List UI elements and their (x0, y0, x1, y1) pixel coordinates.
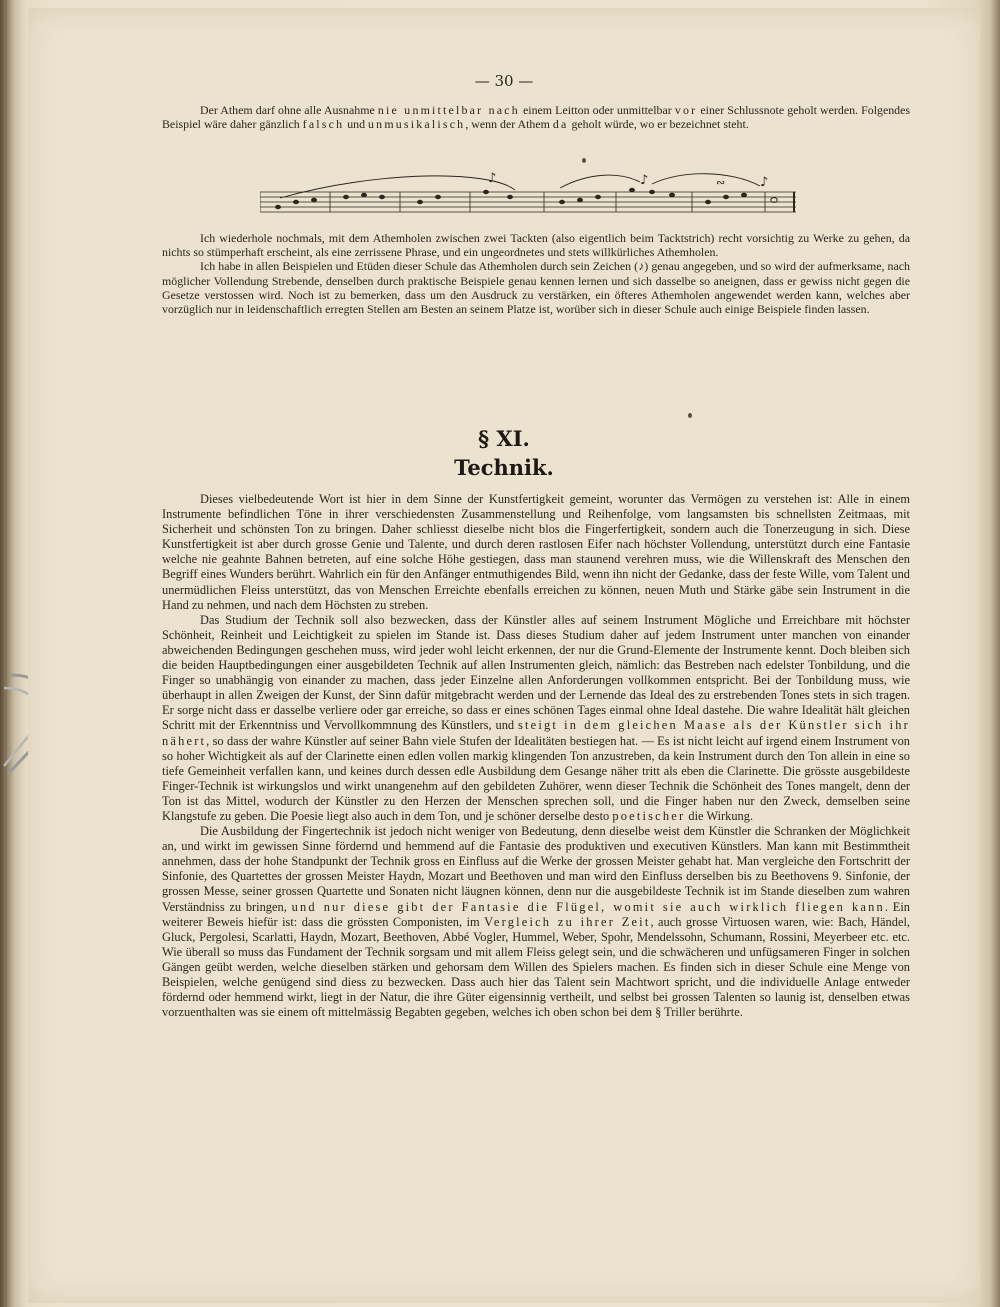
spaced-emphasis-text: steigt in dem gleichen Maase als der Künstler sich ihr nähert (162, 718, 910, 748)
technik-text (162, 492, 910, 1020)
spaced-emphasis-text: falsch (302, 117, 345, 132)
breath-mark-icon: ♪ (488, 171, 497, 186)
spaced-emphasis-text: und nur diese gibt der Fantasie die Flügel, womit sie auch wirklich fliegen kann (291, 899, 885, 914)
text-run: Das Studium der Technik soll also bezwecken, dass der Künstler alles auf seinem Instrument Mögliche und Erreichbare mit höchster Schönheit, Reinheit und Leichtigkeit zu spielen im Stande ist. Dass dieses Studium daher auf jedem Instrument unter manchen von einander abweichenden Bedingungen geschehen muss, wird jeder wohl leicht erkennen, der nur die Grund-Elemente der Instrumente kennt. Doch bleiben sich die beiden Hauptbedingungen einer ausgebildeten Technik auf allen Instrumenten gleich, nämlich: das Bestreben nach edelster Tonbildung, und die Finger so unabhängig von einander zu machen, dass jeder Einzelne allen Anforderungen vollkommen entspricht. Bei der Tonbildung muss, wie überhaupt in allen Zweigen der Kunst, der Sinn dafür mitgebracht werden und der Lernende das Ideal des zu erstrebenden Tones stets in sich tragen. Er sorge nicht dass er dasselbe verliere oder gar erreiche, so dass er eines schönen Tages einmal ohne Ideal dastehe. Die wahre Idealität hält gleichen Schritt mit der Erkenntniss und Vervollkommnung des Künstlers, und (162, 612, 910, 733)
spaced-emphasis-text: nie unmittelbar nach (377, 103, 520, 117)
text-run: die Wirkung. (685, 808, 754, 823)
paragraph: Ich habe in allen Beispielen und Etüden dieser Schule das Athemholen durch sein Zeichen (♪) genau angegeben, und so wird der aufmerksame, nach möglicher Vollendung Strebende, denselben durch praktische Beispiele genau kennen lernen und sich dasselbe so aneignen, dass er gewiss nicht gegen die Gesetze verstossen wird. Noch ist zu bemerken, dass um den Ausdruck zu verstärken, ein öfteres Athemholen angewendet werden kann, welches aber vorzüglich nur in leidenschaftlich erregten Stellen am Besten an seinem Platze ist, worüber sich in dieser Schule auch einige Beispiele finden lassen. (162, 259, 910, 317)
text-run: einer Schlussnote geholt werden. Folgendes Beispiel wäre daher gänzlich (162, 103, 911, 132)
section-number: § XI. (478, 426, 530, 451)
breath-mark-icon: ♪ (760, 175, 769, 190)
book-spine (6, 0, 7, 1307)
paragraph (162, 824, 910, 1020)
breath-text (162, 231, 910, 316)
music-example-staff (260, 170, 800, 224)
text-run: und (344, 117, 369, 132)
text-run: Die Ausbildung der Fingertechnik ist jedoch nicht weniger von Bedeutung, denn dieselbe weist dem Künstler die Schranken der Möglichkeit an, und wirkt im gewissen Sinne fördernd und hemmend auf die Fantasie des produktiven und executiven Künstlers. Man kann mit Bestimmtheit annehmen, dass der hohe Standpunkt der Technik gross en Einfluss auf die Werke der grossen Meister gehabt hat. Man vergleiche den Fortschritt der Sinfonie, des Quartettes der grossen Meister Haydn, Mozart und Beethoven und man wird den Einfluss derselben bis zu Beethovens 9. Sinfonie, der grossen Messe, seiner grossen Quartette und Sonaten nicht läugnen können, denn nur die ausgebildeste Technik ist im Stande dieselben zum wahren Verständniss zu bringen, (162, 824, 910, 914)
paragraph (162, 492, 910, 613)
paragraph: Ich wiederhole nochmals, mit dem Athemholen zwischen zwei Tackten (also eigentlich beim Tacktstrich) recht vorsichtig zu Werke zu gehen, da nichts so stümperhaft erscheint, als eine zerrissene Phrase, und ein ungeordnetes und stets willkürliches Athemholen. (162, 231, 910, 260)
ink-speck (582, 158, 586, 163)
paragraph (162, 103, 910, 131)
turn-ornament-icon: ∾ (716, 176, 726, 189)
spaced-emphasis-text: unmusikalisch (368, 117, 466, 132)
section-title: Technik. (454, 455, 554, 480)
text-run: Dieses vielbedeutende Wort ist hier in dem Sinne der Kunstfertigkeit gemeint, worunter das Vermögen zu verstehen ist: Alle in einem Instrumente befindlichen Töne in ihrer verschiedensten Zusammenstellung und Reihenfolge, vom langsamsten bis schnellsten Zeitmaas, mit Sicherheit und schönsten Ton zu bringen. Daher schliesst dieselbe nicht blos die Fingerfertigkeit, sondern auch die Tonerzeugung in sich. Diese Kunstfertigkeit ist aber durch grosse Genie und Talente, und durch deren rastlosen Eifer nach höchster Vollendung, unterstützt durch eine Fantasie welche nie geahnte Bahnen betreten, auf eine solche Höhe gestiegen, dass man staunend verehren muss, wie die Willenskraft des Menschen den Begriff eines Wunders berührt. Wahrlich ein für den Anfänger entmuthigendes Bild, wenn ihn nicht der Gedanke, dass der feste Wille, vom Talent und unermüdlichen Fleiss unterstützt, das von Menschen Erreichte ebenfalls erreichen zu können, neuen Muth und Stärke gäbe sein Instrument in die Hand zu nehmen, und nach dem Höchsten zu streben. (162, 492, 910, 612)
spaced-emphasis-text: Vergleich zu ihrer Zeit (484, 914, 651, 929)
paragraph (162, 613, 910, 824)
page-number: — 30 — (474, 72, 534, 90)
text-run: Der Athem darf ohne alle Ausnahme (200, 103, 378, 117)
text-run: , auch grosse Virtuosen waren, wie: Bach, Händel, Gluck, Pergolesi, Scarlatti, Haydn, Mozart, Beethoven, Abbé Vogler, Hummel, Weber, Spohr, Mendelssohn, Schumann, Rossini, Meyerbeer etc. etc. Wie überall so muss das Fundament der Technik sorgsam und mit allem Fleiss gelegt sein, und die schwächeren und unfügsameren Finger in solchen Gängen geübt werden, welche dieselben stärken und gehorsam dem Willen des Spielers machen. Es finden sich in dieser Schule eine Menge von Beispielen, welche genügend sind diess zu bezwecken. Dass auch hier das Talent sein Machtwort spricht, und die individuelle Anlage entweder fördernd oder hemmend wirkt, liegt in der Natur, die ihre Güter eigensinnig vertheilt, und selbst bei grossen Talenten so launig ist, denselben etwas vorzuenthalten was sie einem oft mittelmässig Begabten gegeben, welches ich oben schon bei dem § Triller berührte. (162, 914, 910, 1020)
intro-text (162, 103, 910, 131)
ink-speck (688, 413, 692, 418)
breath-mark-icon: ♪ (640, 173, 649, 188)
spaced-emphasis-text: da (552, 117, 569, 132)
spaced-emphasis-text: vor (674, 103, 698, 117)
spaced-emphasis-text: poetischer (612, 808, 686, 823)
text-run: , so dass der wahre Künstler auf seiner Bahn viele Stufen der Idealitäten bestiegen hat. — Es ist nicht leicht auf irgend einem Instrument von so hoher Wichtigkeit als auf der Clarinette einen edlen vollen markig klingenden Ton anzustreben, da kein Instrument durch den Ton allein in eine so tiefe Gemeinheit verfallen kann, und keines durch dessen edle Ausbildung dem Gesange näher tritt als eben die Clarinette. Die grösste ausgebildeste Finger-Technik ist wirkungslos und wirkt unangenehm auf den gebildeten Zuhörer, wenn dieser Technik die Schönheit des Tones mangelt, denn der Ton ist das Mittel, wodurch der Künstler zu den Herzen der Menschen sprechen soll, und die Finger haben nur den Zweck, demselben seine Klangstufe zu geben. Die Poesie liegt also auch in dem Ton, und je schöner derselbe desto (162, 733, 910, 823)
text-run: . Ein weiterer Beweis hiefür ist: dass die grössten Componisten, im (162, 899, 910, 929)
text-run: geholt würde, wo er bezeichnet steht. (568, 117, 749, 132)
text-run: einem Leitton oder unmittelbar (519, 103, 675, 117)
text-run: , wenn der Athem (465, 117, 553, 132)
book-page (28, 8, 980, 1303)
